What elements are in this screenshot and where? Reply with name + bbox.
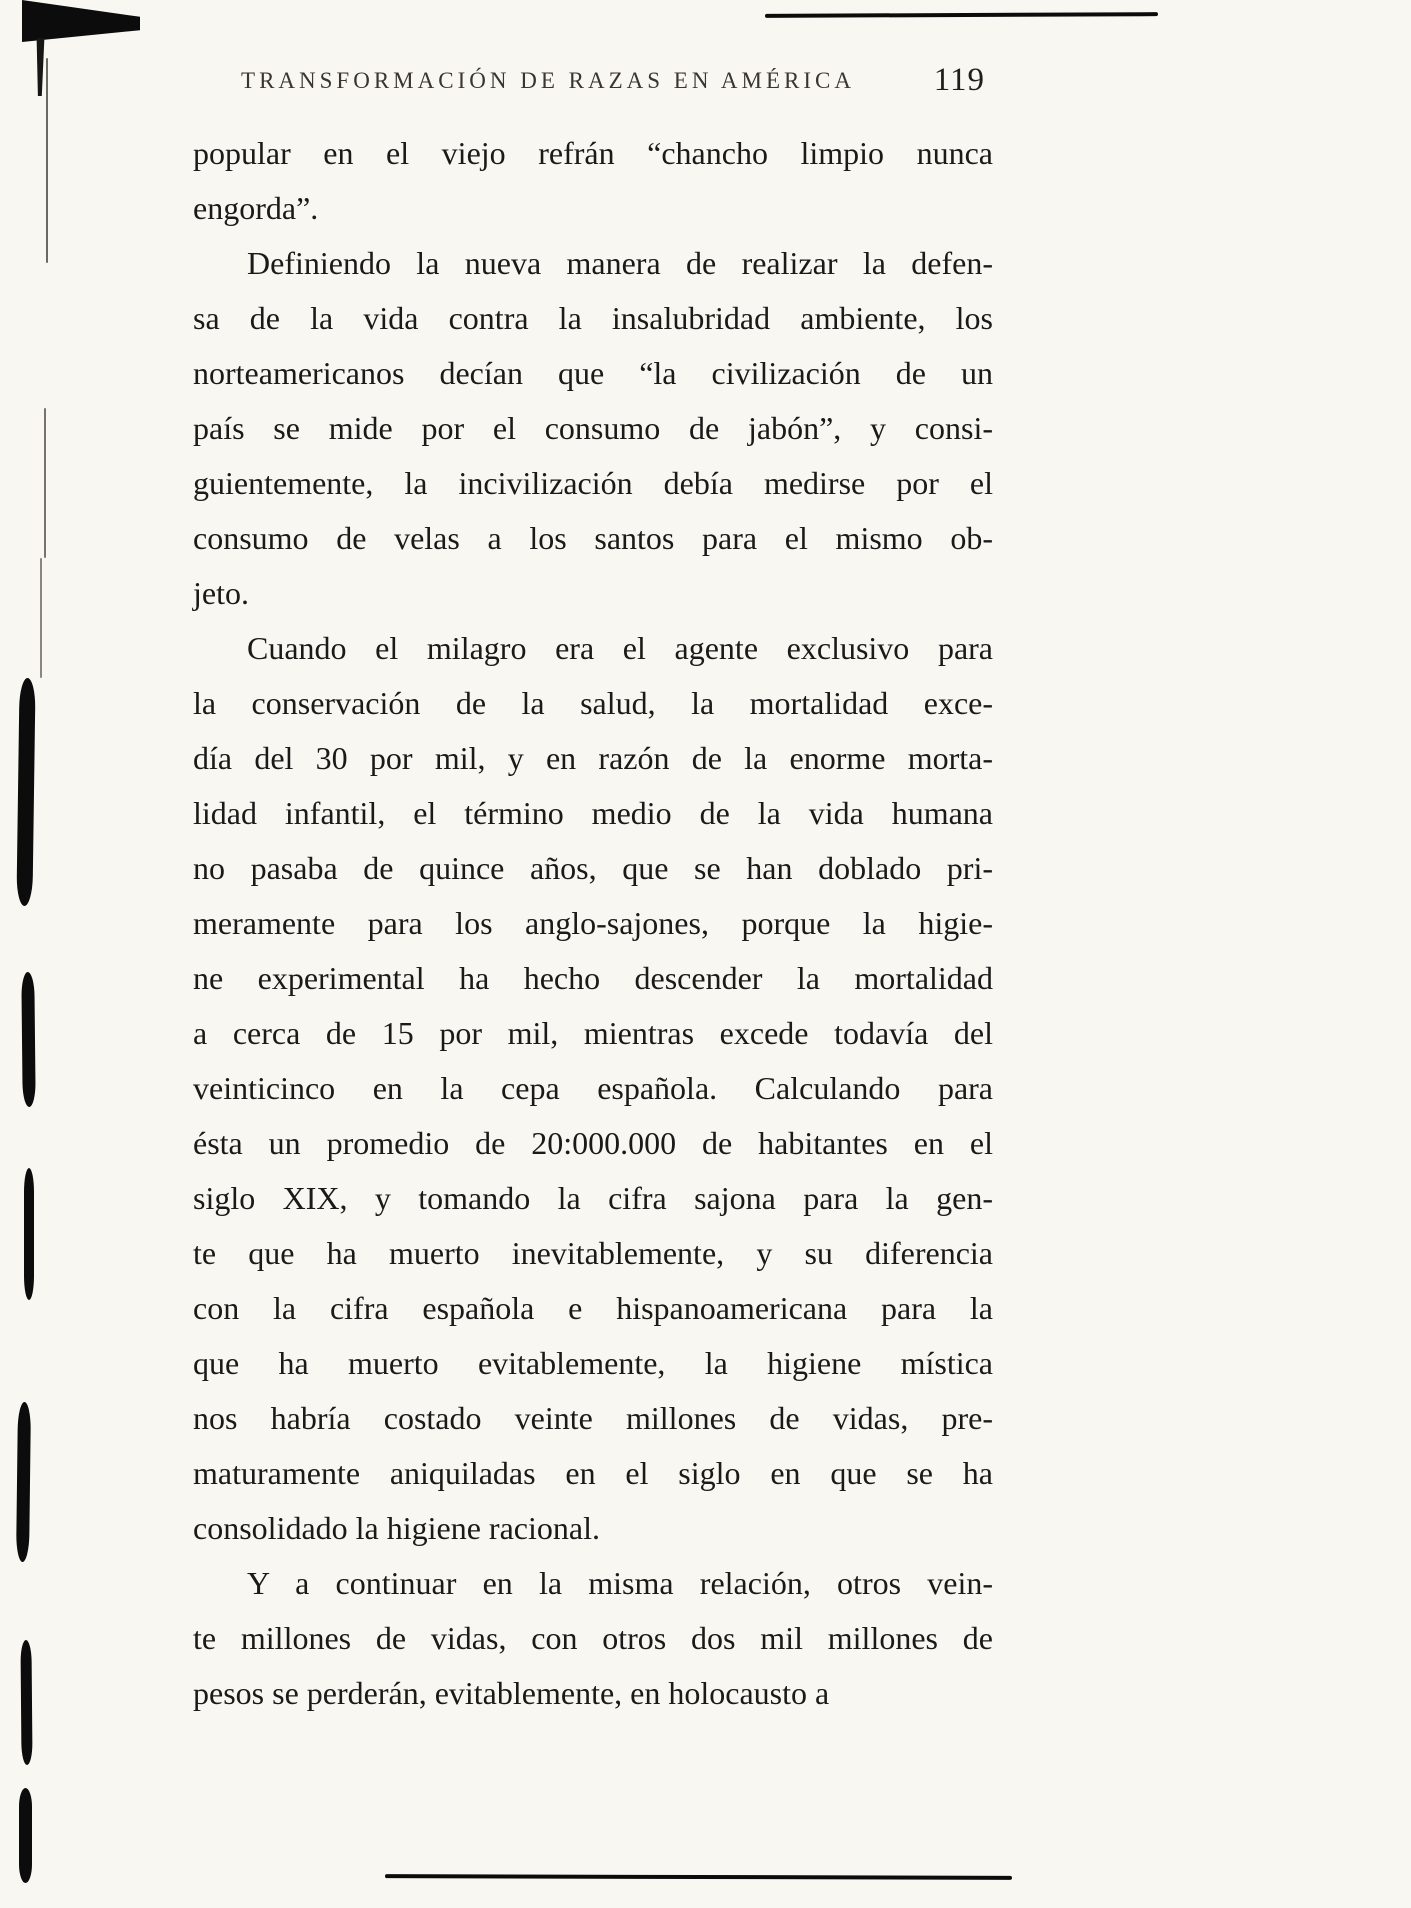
scan-line-top-right [765,12,1158,18]
text-line: a cerca de 15 por mil, mientras excede todavía del [193,1015,993,1051]
scan-mark-top-left-flag [22,0,140,42]
scan-smudge-left-2 [21,972,35,1107]
text-line: ne experimental ha hecho descender la mortalidad [193,960,993,996]
scan-line-bottom [385,1874,1012,1880]
text-line: consolidado la higiene racional. [193,1510,600,1546]
text-line: consumo de velas a los santos para el mismo ob- [193,520,993,556]
text-line: Y a continuar en la misma relación, otros vein- [247,1565,993,1601]
paragraph [193,126,993,236]
text-line: te que ha muerto inevitablemente, y su diferencia [193,1235,993,1271]
text-line: nos habría costado veinte millones de vidas, pre- [193,1400,993,1436]
scan-hairline-left-3 [40,558,42,678]
text-line: la conservación de la salud, la mortalidad exce- [193,685,993,721]
text-line: norteamericanos decían que “la civilización de un [193,355,993,391]
scan-smudge-left-4 [16,1402,31,1562]
paragraph [193,621,993,1556]
text-line: engorda”. [193,190,319,226]
text-line: día del 30 por mil, y en razón de la enorme morta- [193,740,993,776]
text-line: con la cifra española e hispanoamericana para la [193,1290,993,1326]
scan-smudge-left-6 [19,1788,32,1883]
page-text [193,126,993,1721]
text-line: Cuando el milagro era el agente exclusivo para [247,630,993,666]
text-line: meramente para los anglo-sajones, porque la higie- [193,905,993,941]
scan-smudge-left-5 [20,1640,32,1765]
text-line: lidad infantil, el término medio de la vida humana [193,795,993,831]
text-line: guientemente, la incivilización debía medirse por el [193,465,993,501]
text-line: maturamente aniquiladas en el siglo en que se ha [193,1455,993,1491]
text-line: pesos se perderán, evitablemente, en holocausto a [193,1675,830,1711]
page-number: 119 [933,62,985,98]
page-header [193,62,993,112]
paragraph [193,1556,993,1721]
text-line: siglo XIX, y tomando la cifra sajona para la gen- [193,1180,993,1216]
text-line: ésta un promedio de 20:000.000 de habitantes en el [193,1125,993,1161]
text-line: que ha muerto evitablemente, la higiene mística [193,1345,993,1381]
scan-smudge-left-1 [16,678,35,906]
text-line: te millones de vidas, con otros dos mil millones de [193,1620,993,1656]
text-line: jeto. [193,575,249,611]
paragraph [193,236,993,621]
text-line: no pasaba de quince años, que se han doblado pri- [193,850,993,886]
text-line: sa de la vida contra la insalubridad ambiente, los [193,300,993,336]
scan-smudge-left-3 [24,1168,34,1300]
text-line: popular en el viejo refrán “chancho limpio nunca [193,135,993,171]
scan-hairline-left-1 [46,58,48,263]
text-line: veinticinco en la cepa española. Calculando para [193,1070,993,1106]
running-title: TRANSFORMACIÓN DE RAZAS EN AMÉRICA [241,68,855,93]
text-line: Definiendo la nueva manera de realizar la defen- [247,245,993,281]
scan-hairline-left-2 [44,408,46,558]
text-line: país se mide por el consumo de jabón”, y consi- [193,410,993,446]
